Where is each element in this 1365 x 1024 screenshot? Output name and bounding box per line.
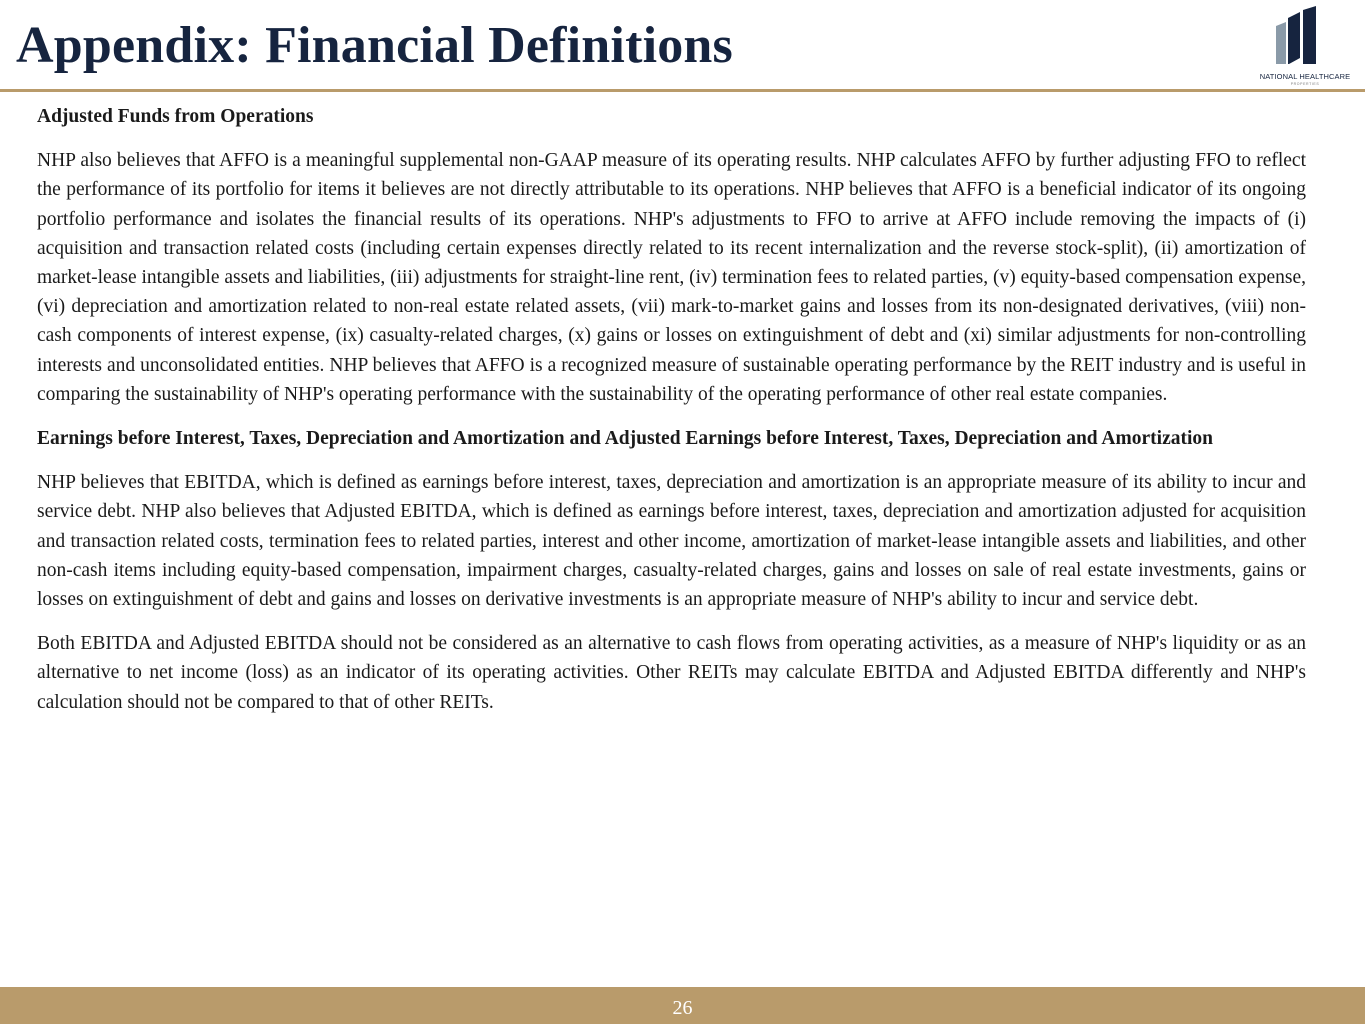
header-divider <box>0 89 1365 92</box>
section-heading-ebitda: Earnings before Interest, Taxes, Depreciation and Amortization and Adjusted Earnings before Interest, Taxes, Depreciation and Amortization <box>37 428 1213 450</box>
paragraph-ebitda-caveat: Both EBITDA and Adjusted EBITDA should not be considered as an alternative to cash flows from operating activities, as a measure of NHP's liquidity or as an alternative to net income (loss) as an indicator of its operating activities. Other REITs may calculate EBITDA and Adjusted EBITDA differently and NHP's calculation should not be compared to that of other REITs. <box>37 633 1306 713</box>
building-logo-icon <box>1250 6 1360 68</box>
company-logo <box>1250 6 1360 86</box>
page-number: 26 <box>672 997 693 1019</box>
section-heading-affo: Adjusted Funds from Operations <box>37 106 314 127</box>
paragraph-ebitda-definition: NHP believes that EBITDA, which is defined as earnings before interest, taxes, depreciation and amortization is an appropriate measure of its ability to incur and service debt. NHP also believes that Adjusted EBITDA, which is defined as earnings before interest, taxes, depreciation and amortization adjusted for acquisition and transaction related costs, termination fees to related parties, interest and other income, amortization of market-lease intangible assets and liabilities, and other non-cash items including equity-based compensation, impairment charges, casualty-related charges, gains and losses on sale of real estate investments, gains or losses on extinguishment of debt and gains and losses on derivative investments is an appropriate measure of NHP's ability to incur and service debt. <box>37 472 1306 611</box>
logo-wordmark: NATIONAL HEALTHCARE <box>1259 72 1351 81</box>
definitions-body <box>37 102 1306 732</box>
logo-subtext: PROPERTIES <box>1290 82 1320 86</box>
page-title: Appendix: Financial Definitions <box>16 17 733 74</box>
paragraph-affo: NHP also believes that AFFO is a meaningful supplemental non-GAAP measure of its operating results. NHP calculates AFFO by further adjusting FFO to reflect the performance of its portfolio for items it believes are not directly attributable to its operations. NHP believes that AFFO is a beneficial indicator of its ongoing portfolio performance and isolates the financial results of its operations. NHP's adjustments to FFO to arrive at AFFO include removing the impacts of (i) acquisition and transaction related costs (including certain expenses directly related to its recent internalization and the reverse stock-split), (ii) amortization of market-lease intangible assets and liabilities, (iii) adjustments for straight-line rent, (iv) termination fees to related parties, (v) equity-based compensation expense, (vi) depreciation and amortization related to non-real estate related assets, (vii) mark-to-market gains and losses from its non-designated derivatives, (viii) non-cash components of interest expense, (ix) casualty-related charges, (x) gains or losses on extinguishment of debt and (xi) similar adjustments for non-controlling interests and unconsolidated entities. NHP believes that AFFO is a recognized measure of sustainable operating performance by the REIT industry and is useful in comparing the sustainability of NHP's operating performance with the sustainability of the operating performance of other real estate companies. <box>37 150 1306 405</box>
footer-bar <box>0 987 1365 1024</box>
